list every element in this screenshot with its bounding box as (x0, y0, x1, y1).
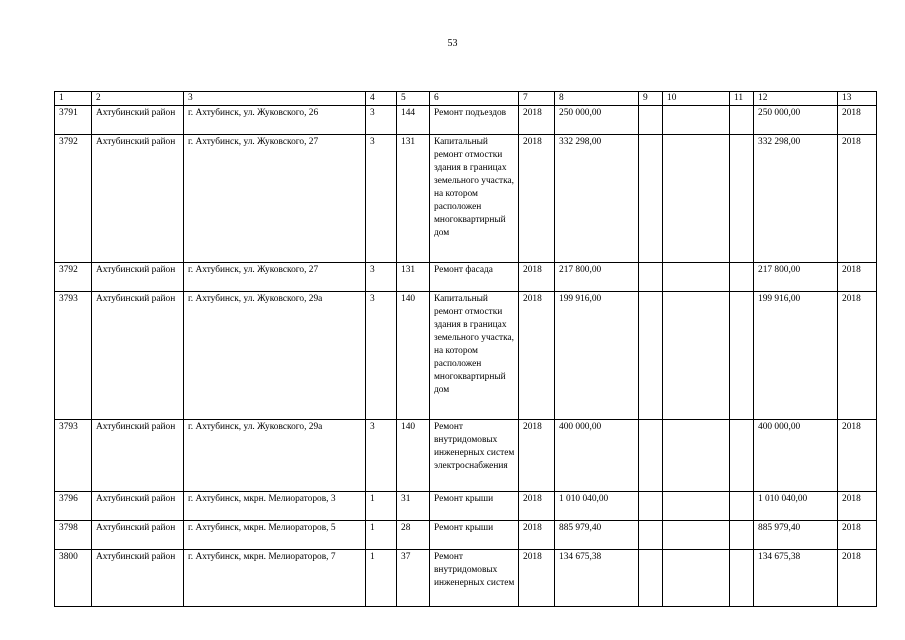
cell-amount: 250 000,00 (555, 106, 639, 135)
cell-col-9 (639, 292, 663, 420)
table-row (55, 521, 877, 550)
cell-col-5: 37 (397, 550, 430, 607)
cell-row-number: 3793 (55, 420, 92, 492)
cell-col-10 (663, 420, 730, 492)
cell-district: Ахтубинский район (92, 106, 184, 135)
cell-col-5: 31 (397, 492, 430, 521)
cell-year: 2018 (519, 292, 555, 420)
column-header: 8 (555, 92, 639, 106)
column-header: 3 (184, 92, 366, 106)
cell-col-11 (730, 492, 754, 521)
cell-completion-year: 2018 (838, 135, 877, 263)
column-header: 13 (838, 92, 877, 106)
cell-completion-year: 2018 (838, 106, 877, 135)
cell-work-type: Капитальный ремонт отмостки здания в границах земельного участка, на котором расположен многоквартирный дом (430, 292, 519, 420)
cell-row-number: 3798 (55, 521, 92, 550)
cell-completion-year: 2018 (838, 263, 877, 292)
cell-district: Ахтубинский район (92, 263, 184, 292)
cell-address: г. Ахтубинск, ул. Жуковского, 27 (184, 263, 366, 292)
cell-row-number: 3791 (55, 106, 92, 135)
cell-district: Ахтубинский район (92, 550, 184, 607)
table-row (55, 420, 877, 492)
cell-work-type: Ремонт крыши (430, 492, 519, 521)
cell-col-4: 3 (366, 420, 397, 492)
cell-year: 2018 (519, 521, 555, 550)
cell-address: г. Ахтубинск, мкрн. Мелиораторов, 7 (184, 550, 366, 607)
cell-col-4: 3 (366, 106, 397, 135)
cell-district: Ахтубинский район (92, 521, 184, 550)
cell-total-amount: 199 916,00 (754, 292, 838, 420)
cell-work-type: Ремонт фасада (430, 263, 519, 292)
cell-col-5: 144 (397, 106, 430, 135)
cell-year: 2018 (519, 550, 555, 607)
column-header: 9 (639, 92, 663, 106)
cell-year: 2018 (519, 106, 555, 135)
cell-district: Ахтубинский район (92, 420, 184, 492)
repair-program-table (54, 91, 877, 607)
cell-total-amount: 134 675,38 (754, 550, 838, 607)
cell-col-11 (730, 135, 754, 263)
cell-completion-year: 2018 (838, 492, 877, 521)
cell-completion-year: 2018 (838, 550, 877, 607)
cell-col-9 (639, 420, 663, 492)
cell-col-9 (639, 550, 663, 607)
cell-col-4: 1 (366, 550, 397, 607)
page-number: 53 (447, 38, 458, 49)
cell-col-11 (730, 420, 754, 492)
cell-col-10 (663, 550, 730, 607)
cell-col-11 (730, 521, 754, 550)
cell-col-4: 3 (366, 292, 397, 420)
column-header: 12 (754, 92, 838, 106)
column-header: 11 (730, 92, 754, 106)
cell-col-10 (663, 292, 730, 420)
cell-work-type: Ремонт внутридомовых инженерных систем (430, 550, 519, 607)
cell-col-10 (663, 263, 730, 292)
cell-row-number: 3796 (55, 492, 92, 521)
cell-total-amount: 400 000,00 (754, 420, 838, 492)
cell-amount: 885 979,40 (555, 521, 639, 550)
cell-col-11 (730, 292, 754, 420)
cell-work-type: Ремонт внутридомовых инженерных систем электроснабжения (430, 420, 519, 492)
cell-completion-year: 2018 (838, 292, 877, 420)
cell-col-9 (639, 521, 663, 550)
cell-row-number: 3792 (55, 263, 92, 292)
cell-col-4: 3 (366, 263, 397, 292)
cell-work-type: Ремонт крыши (430, 521, 519, 550)
cell-col-4: 1 (366, 521, 397, 550)
cell-completion-year: 2018 (838, 521, 877, 550)
table-row (55, 263, 877, 292)
column-header: 10 (663, 92, 730, 106)
table-row (55, 292, 877, 420)
cell-col-4: 1 (366, 492, 397, 521)
cell-amount: 199 916,00 (555, 292, 639, 420)
cell-col-11 (730, 550, 754, 607)
cell-col-9 (639, 263, 663, 292)
table-row (55, 492, 877, 521)
table-row (55, 106, 877, 135)
cell-total-amount: 250 000,00 (754, 106, 838, 135)
cell-col-5: 140 (397, 292, 430, 420)
column-header: 4 (366, 92, 397, 106)
cell-col-9 (639, 106, 663, 135)
column-header: 6 (430, 92, 519, 106)
cell-year: 2018 (519, 135, 555, 263)
cell-col-4: 3 (366, 135, 397, 263)
cell-year: 2018 (519, 420, 555, 492)
cell-col-10 (663, 106, 730, 135)
cell-address: г. Ахтубинск, ул. Жуковского, 29а (184, 420, 366, 492)
cell-year: 2018 (519, 263, 555, 292)
cell-address: г. Ахтубинск, ул. Жуковского, 29а (184, 292, 366, 420)
cell-col-11 (730, 106, 754, 135)
cell-total-amount: 885 979,40 (754, 521, 838, 550)
column-header: 5 (397, 92, 430, 106)
cell-address: г. Ахтубинск, мкрн. Мелиораторов, 3 (184, 492, 366, 521)
cell-col-10 (663, 521, 730, 550)
cell-district: Ахтубинский район (92, 492, 184, 521)
cell-col-11 (730, 263, 754, 292)
cell-row-number: 3793 (55, 292, 92, 420)
cell-total-amount: 1 010 040,00 (754, 492, 838, 521)
cell-completion-year: 2018 (838, 420, 877, 492)
cell-total-amount: 217 800,00 (754, 263, 838, 292)
column-header: 1 (55, 92, 92, 106)
cell-col-5: 28 (397, 521, 430, 550)
cell-col-10 (663, 135, 730, 263)
cell-amount: 400 000,00 (555, 420, 639, 492)
cell-col-9 (639, 135, 663, 263)
cell-work-type: Капитальный ремонт отмостки здания в границах земельного участка, на котором расположен многоквартирный дом (430, 135, 519, 263)
column-header: 2 (92, 92, 184, 106)
cell-work-type: Ремонт подъездов (430, 106, 519, 135)
cell-amount: 134 675,38 (555, 550, 639, 607)
cell-district: Ахтубинский район (92, 135, 184, 263)
cell-col-5: 131 (397, 263, 430, 292)
cell-amount: 1 010 040,00 (555, 492, 639, 521)
cell-total-amount: 332 298,00 (754, 135, 838, 263)
cell-amount: 217 800,00 (555, 263, 639, 292)
cell-col-5: 131 (397, 135, 430, 263)
cell-col-10 (663, 492, 730, 521)
cell-address: г. Ахтубинск, мкрн. Мелиораторов, 5 (184, 521, 366, 550)
cell-year: 2018 (519, 492, 555, 521)
cell-address: г. Ахтубинск, ул. Жуковского, 27 (184, 135, 366, 263)
table-header-row (55, 92, 877, 106)
column-header: 7 (519, 92, 555, 106)
cell-col-9 (639, 492, 663, 521)
cell-address: г. Ахтубинск, ул. Жуковского, 26 (184, 106, 366, 135)
cell-district: Ахтубинский район (92, 292, 184, 420)
cell-amount: 332 298,00 (555, 135, 639, 263)
cell-row-number: 3792 (55, 135, 92, 263)
table-row (55, 550, 877, 607)
cell-row-number: 3800 (55, 550, 92, 607)
cell-col-5: 140 (397, 420, 430, 492)
table-row (55, 135, 877, 263)
